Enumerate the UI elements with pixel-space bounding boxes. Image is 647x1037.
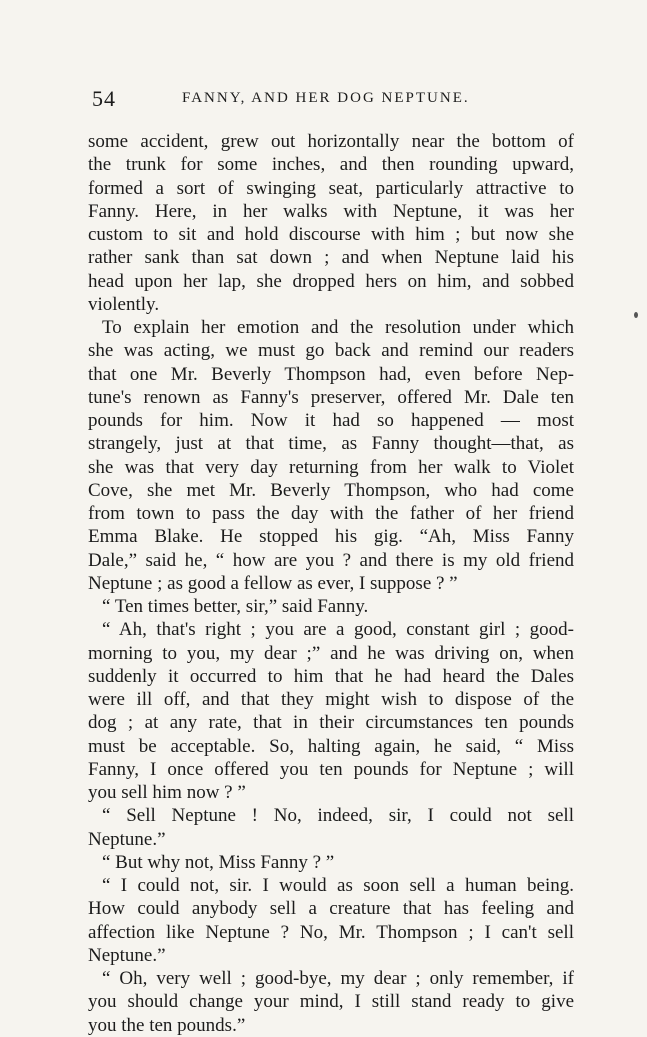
text-line: How could anybody sell a creature that has feeling and — [88, 898, 574, 920]
text-line: Neptune.” — [88, 828, 166, 850]
text-line: Neptune.” — [88, 944, 166, 966]
text-line: head upon her lap, she dropped hers on him, and sobbed — [88, 270, 574, 292]
text-line: Emma Blake. He stopped his gig. “Ah, Miss Fanny — [88, 526, 574, 548]
text-line: pounds for him. Now it had so happened — most — [88, 410, 574, 431]
text-line: the trunk for some inches, and then rounding upward, — [88, 154, 574, 176]
text-line: Fanny. Here, in her walks with Neptune, it was her — [88, 200, 574, 222]
text-line: Dale,” said he, “ how are you ? and there is my old friend — [88, 549, 574, 571]
body-text — [88, 130, 574, 1037]
page-header — [92, 86, 562, 112]
text-line: morning to you, my dear ;” and he was driving on, when — [88, 642, 574, 664]
running-title: FANNY, AND HER DOG NEPTUNE. — [182, 90, 470, 106]
text-line: suddenly it occurred to him that he had heard the Dales — [88, 665, 574, 687]
text-line: that one Mr. Beverly Thompson had, even before Nep- — [88, 363, 574, 385]
text-line: strangely, just at that time, as Fanny thought—that, as — [88, 433, 574, 455]
text-line: affection like Neptune ? No, Mr. Thompson ; I can't sell — [88, 921, 574, 943]
text-line: “ Ten times better, sir,” said Fanny. — [102, 596, 369, 617]
text-line: she was that very day returning from her walk to Violet — [88, 456, 574, 478]
text-line: “ Ah, that's right ; you are a good, constant girl ; good- — [102, 619, 574, 641]
text-line: “ Oh, very well ; good-bye, my dear ; only remember, if — [102, 968, 574, 989]
text-line: some accident, grew out horizontally near the bottom of — [88, 131, 574, 152]
text-line: Fanny, I once offered you ten pounds for Neptune ; will — [88, 758, 574, 780]
text-line: formed a sort of swinging seat, particularly attractive to — [88, 177, 574, 199]
text-line: rather sank than sat down ; and when Neptune laid his — [88, 247, 574, 269]
text-line: you should change your mind, I still stand ready to give — [88, 991, 574, 1013]
ink-speck — [634, 312, 638, 318]
text-line: you sell him now ? ” — [88, 782, 246, 803]
text-line: To explain her emotion and the resolution under which — [102, 317, 574, 338]
text-line: “ But why not, Miss Fanny ? ” — [102, 851, 335, 873]
text-line: Neptune ; as good a fellow as ever, I suppose ? ” — [88, 572, 458, 594]
text-line: violently. — [88, 293, 160, 315]
page-number: 54 — [92, 86, 116, 111]
text-line: “ Sell Neptune ! No, indeed, sir, I could not sell — [102, 805, 574, 827]
text-line: she was acting, we must go back and remind our readers — [88, 340, 574, 362]
text-line: tune's renown as Fanny's preserver, offered Mr. Dale ten — [88, 386, 574, 408]
text-line: dog ; at any rate, that in their circumstances ten pounds — [88, 712, 574, 734]
text-line: “ I could not, sir. I would as soon sell a human being. — [102, 875, 574, 896]
text-line: custom to sit and hold discourse with him ; but now she — [88, 224, 574, 245]
text-line: you the ten pounds.” — [88, 1014, 246, 1036]
text-line: were ill off, and that they might wish to dispose of the — [88, 689, 574, 710]
text-line: Cove, she met Mr. Beverly Thompson, who had come — [88, 479, 574, 501]
text-line: must be acceptable. So, halting again, he said, “ Miss — [88, 735, 574, 757]
text-line: from town to pass the day with the father of her friend — [88, 503, 574, 524]
